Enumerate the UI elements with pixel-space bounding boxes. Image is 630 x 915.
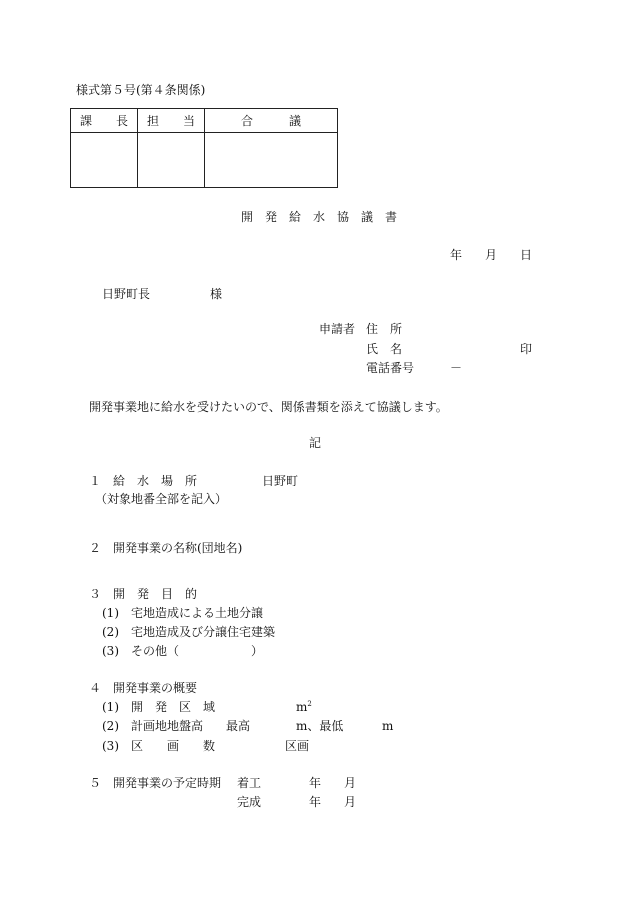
- approval-header-person-in-charge: 担 当: [138, 109, 205, 133]
- item5-finish-label: 完成: [237, 795, 262, 809]
- approval-header-section-chief: 課 長: [71, 109, 138, 133]
- seal-mark: 印: [520, 342, 533, 356]
- approval-table-header-row: [71, 109, 338, 133]
- item5-finish-year: 年: [309, 795, 322, 809]
- item4-area-unit: $m^2$: [296, 700, 312, 714]
- item4-area-unit-superscript: 2: [307, 700, 312, 708]
- item2-heading: ２ 開発事業の名称(団地名): [89, 541, 243, 555]
- intro-text: 開発事業地に給水を受けたいので、関係書類を添えて協議します。: [89, 400, 448, 414]
- date-day-label: 日: [520, 248, 533, 262]
- item4-lots-label: (3) 区 画 数: [102, 739, 215, 753]
- date-year-label: 年: [450, 248, 463, 262]
- item3-option-1: (1) 宅地造成による土地分譲: [102, 606, 263, 620]
- item4-ground-min: m、最低: [296, 719, 344, 733]
- item3-option-3: (3) その他（ ）: [102, 644, 263, 658]
- item3-option-2: (2) 宅地造成及び分譲住宅建築: [102, 625, 275, 639]
- item1-note: （対象地番全部を記入）: [95, 492, 228, 506]
- item5-heading: ５ 開発事業の予定時期: [89, 776, 222, 790]
- approval-table: [70, 108, 338, 188]
- applicant-phone-dash: －: [450, 361, 463, 375]
- item1-heading: １ 給 水 場 所: [89, 474, 198, 488]
- item4-lots-unit: 区画: [285, 739, 310, 753]
- item4-area-label: (1) 開 発 区 域: [102, 700, 215, 714]
- approval-cell-consultation[interactable]: [205, 133, 338, 188]
- item5-finish-month: 月: [344, 795, 357, 809]
- item5-start-label: 着工: [237, 776, 262, 790]
- item4-ground-max: 最高: [226, 719, 251, 733]
- applicant-phone-label: 電話番号: [366, 361, 415, 375]
- approval-cell-section-chief[interactable]: [71, 133, 138, 188]
- applicant-name-label: 氏 名: [366, 342, 403, 356]
- item4-ground-unit: m: [382, 719, 394, 733]
- document-title: 開 発 給 水 協 議 書: [241, 210, 398, 224]
- form-number-label: 様式第５号(第４条関係): [76, 83, 206, 97]
- applicant-label: 申請者: [319, 322, 356, 336]
- approval-table-stamp-row: [71, 133, 338, 188]
- item5-start-month: 月: [344, 776, 357, 790]
- item5-start-year: 年: [309, 776, 322, 790]
- addressee: 日野町長 様: [102, 287, 223, 301]
- item4-heading: ４ 開発事業の概要: [89, 681, 198, 695]
- item3-heading: ３ 開 発 目 的: [89, 587, 198, 601]
- applicant-address-label: 住 所: [366, 322, 403, 336]
- item1-town: 日野町: [262, 474, 299, 488]
- ki-heading: 記: [309, 436, 322, 450]
- date-month-label: 月: [485, 248, 498, 262]
- item4-ground-label: (2) 計画地地盤高: [102, 719, 203, 733]
- approval-header-consultation: 合 議: [205, 109, 338, 133]
- approval-cell-person-in-charge[interactable]: [138, 133, 205, 188]
